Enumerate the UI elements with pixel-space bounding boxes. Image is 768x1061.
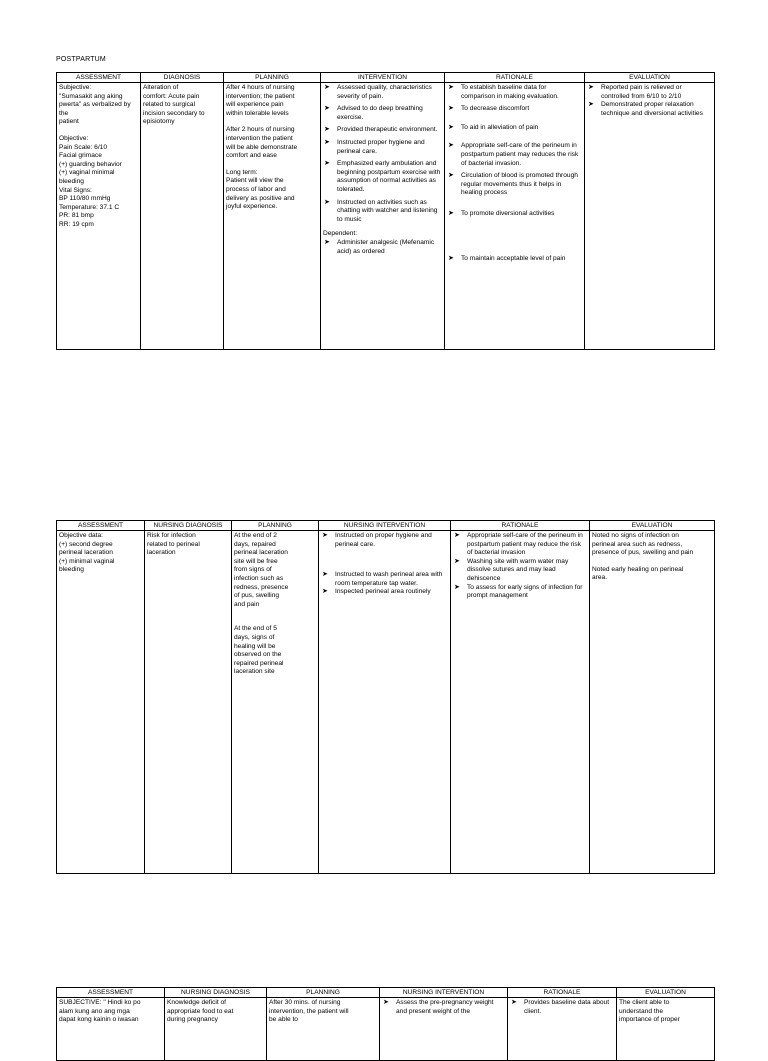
text-line: pwerta" as verbalized by the [59,101,133,117]
text-line: area. [592,574,608,582]
arrow-bullet-icon: ➤ [448,254,454,262]
list-item [323,139,442,156]
text-line: intervention, the patient will [269,1007,349,1015]
text-line: At the end of 5 [234,625,277,633]
header-planning: PLANNING [224,73,321,83]
list-item [453,584,587,601]
care-plan-table-knowledge-deficit [56,987,715,1061]
arrow-bullet-icon: ➤ [322,571,328,579]
arrow-bullet-icon: ➤ [324,84,330,91]
text-line: Alteration of [143,84,179,91]
list-item-text: Instructed on proper hygiene and perineal care. [335,532,432,548]
text-line: Temperature: 37.1 C [59,203,120,211]
intervention-list [382,999,505,1016]
intervention-list [321,532,448,597]
list-item [447,210,582,219]
text-line: After 30 mins. of nursing [269,999,341,1006]
list-item-text: To maintain acceptable level of pain [461,254,566,262]
text-line: After 4 hours of nursing [226,84,295,91]
list-item [382,999,505,1016]
arrow-bullet-icon: ➤ [324,138,330,146]
list-item [323,160,442,194]
text-line: perineal laceration [234,549,288,557]
text-line: comfort: Acute pain [143,92,200,100]
arrow-bullet-icon: ➤ [322,588,328,596]
text-line: intervention the patient [226,134,293,142]
list-item-text: To establish baseline data for comparison in making evaluation. [461,84,559,100]
list-item-text: Advised to do deep breathing exercise. [337,105,423,121]
table-row [57,998,715,1061]
care-plan-table-acute-pain [56,72,715,350]
text-line: (+) vaginal minimal bleeding [59,169,117,185]
list-item [447,255,582,264]
intervention-list [323,84,442,224]
text-line: process of labor and [226,185,286,193]
text-line: Objective data: [59,532,103,539]
planning-cell [224,83,321,350]
list-item [447,84,582,101]
header-evaluation: EVALUATION [585,73,715,83]
text-line: Noted early healing on perineal [592,565,684,573]
text-line: perineal laceration [59,549,113,557]
list-item-text: Assessed quality, characteristics severity of pain. [337,84,432,100]
text-line: Objective: [59,134,89,142]
list-item [510,999,614,1016]
text-line: laceration site [234,668,275,676]
rationale-list [447,84,582,263]
arrow-bullet-icon: ➤ [383,999,389,1006]
text-line: BP 110/80 mmHg [59,195,111,203]
rationale-cell [445,83,585,350]
list-item-text: Appropriate self-care of the perineum in postpartum patient may reduce the risk of bacterial invasion [467,532,583,557]
list-item-text: Administer analgesic (Mefenamic acid) as ordered [337,238,435,255]
arrow-bullet-icon: ➤ [588,101,594,109]
list-item [447,105,582,114]
list-item [323,126,442,135]
arrow-bullet-icon: ➤ [324,105,330,113]
arrow-bullet-icon: ➤ [448,123,454,131]
list-item-text: Instructed to wash perineal area with room temperature tap water. [335,571,443,587]
assessment-cell [57,998,165,1061]
text-line: observed on the [234,651,282,659]
list-item [453,532,587,558]
arrow-bullet-icon: ➤ [324,126,330,134]
arrow-bullet-icon: ➤ [454,557,460,565]
text-line: PR: 81 bmp [59,212,94,220]
text-line: Knowledge deficit of [167,999,227,1006]
list-item-text: Circulation of blood is promoted through regular movements thus it helps in healing process [461,172,578,197]
text-line: understand the [619,1007,663,1015]
text-line: perineal area such as redness, [592,540,683,548]
text-line: related to surgical [143,101,196,109]
header-nursing-intervention: NURSING INTERVENTION [319,521,451,531]
header-rationale: RATIONALE [508,988,617,998]
list-item-text: Instructed proper hygiene and perineal care. [337,138,425,155]
list-item-text: Appropriate self-care of the perineum in postpartum patient may reduces the risk of bacterial invasion. [461,142,579,167]
text-line: Long term: [226,168,258,176]
list-item-text: Assess the pre-pregnancy weight and present weight of the [396,999,494,1015]
text-line: Pain Scale: 6/10 [59,143,108,151]
text-line: (+) second degree [59,540,113,548]
text-line: The client able to [619,999,670,1006]
arrow-bullet-icon: ➤ [322,532,328,539]
text-line: of pus, swelling [234,592,280,600]
spacer [592,558,712,566]
evaluation-cell [590,531,715,874]
list-item [587,101,712,118]
list-item-text: Instructed on activities such as chatting with watcher and listening to music [337,198,438,223]
list-item [323,199,442,225]
arrow-bullet-icon: ➤ [448,209,454,217]
list-item-text: Emphasized early ambulation and beginning postpartum exercise with assumption of normal activities as tolerated. [337,160,441,193]
text-line: episiotomy [143,118,175,126]
list-item [587,84,712,101]
text-line: Facial grimace [59,152,102,160]
evaluation-cell [617,998,715,1061]
arrow-bullet-icon: ➤ [448,84,454,91]
header-intervention: INTERVENTION [321,73,445,83]
intervention-cell [321,83,445,350]
text-line: site will be free [234,557,278,565]
text-line: repaired perineal [234,659,284,667]
text-line: bleeding [59,566,84,574]
text-line: healing will be [234,642,276,650]
planning-cell [267,998,380,1061]
arrow-bullet-icon: ➤ [511,999,517,1006]
arrow-bullet-icon: ➤ [588,84,594,91]
text-line: (+) guarding behavior [59,160,122,168]
text-line: intervention; the patient [226,92,295,100]
list-item-text: Inspected perineal area routinely [335,588,431,596]
text-line: incision secondary to [143,109,205,117]
list-item [447,124,582,133]
table-row [57,83,715,350]
text-line: appropriate food to eat [167,1007,234,1015]
header-nursing-intervention: NURSING INTERVENTION [380,988,508,998]
text-line: RR: 19 cpm [59,220,94,228]
rationale-cell [508,998,617,1061]
arrow-bullet-icon: ➤ [324,198,330,206]
table-header-row [57,73,715,83]
list-item-text: Reported pain is relieved or controlled from 6/10 to 2/10 [601,84,682,100]
header-rationale: RATIONALE [445,73,585,83]
text-line: importance of proper [619,1016,680,1024]
text-line: comfort and ease [226,152,277,160]
text-line: patient [59,118,79,126]
planning-cell [232,531,319,874]
list-item-text: Provides baseline data about client. [524,999,610,1015]
dependent-label: Dependent: [323,230,358,238]
text-line: will experience pain [226,101,284,109]
text-line: within tolerable levels [226,109,289,117]
table-header-row [57,521,715,531]
text-line: dapat kong kainin o iwasan [59,1016,139,1024]
text-line: and pain [234,600,260,608]
dependent-intervention-list [323,239,442,256]
text-line: Vital Signs: [59,186,92,194]
header-rationale: RATIONALE [451,521,590,531]
intervention-cell [319,531,451,874]
list-item [453,558,587,584]
text-line: joyful experience. [226,203,278,211]
arrow-bullet-icon: ➤ [454,583,460,591]
list-item-text: Washing site with warm water may dissolve sutures and may lead dehiscence [467,557,569,582]
header-planning: PLANNING [232,521,319,531]
diagnosis-cell [165,998,267,1061]
text-line: infection such as [234,574,284,582]
arrow-bullet-icon: ➤ [448,142,454,150]
list-item-text: To aid in alleviation of pain [461,123,539,131]
text-line: from signs of [234,566,272,574]
rationale-list [510,999,614,1016]
list-item-text: Demonstrated proper relaxation technique and diversional activities [601,101,703,117]
text-line: days, repaired [234,540,276,548]
arrow-bullet-icon: ➤ [324,238,330,246]
header-evaluation: EVALUATION [617,988,715,998]
text-line: SUBJECTIVE: " Hindi ko po [59,999,141,1006]
list-item [321,571,448,588]
spacer [59,127,138,135]
text-line: related to perineal [147,540,200,548]
page-title: POSTPARTUM [56,56,106,63]
header-evaluation: EVALUATION [590,521,715,531]
rationale-list [453,532,587,601]
header-diagnosis: DIAGNOSIS [141,73,224,83]
arrow-bullet-icon: ➤ [454,532,460,539]
table-header-row [57,988,715,998]
diagnosis-cell [145,531,232,874]
list-item-text: Provided therapeutic environment. [337,126,438,134]
list-item-text: To decrease discomfort [461,105,530,113]
text-line: Noted no signs of infection on [592,532,679,539]
list-item [447,172,582,198]
text-line: laceration [147,549,176,557]
list-item [321,588,448,597]
text-line: At the end of 2 [234,532,277,539]
care-plan-table-risk-for-infection [56,520,715,874]
text-line: After 2 hours of nursing [226,126,295,134]
spacer [226,118,318,126]
list-item [323,239,442,256]
text-line: Subjective: [59,84,92,91]
evaluation-list [587,84,712,118]
assessment-cell [57,531,145,874]
diagnosis-cell [141,83,224,350]
list-item-text: To promote diversional activities [461,209,555,217]
header-assessment: ASSESSMENT [57,521,145,531]
text-line: Risk for infection [147,532,196,539]
table-row [57,531,715,874]
text-line: will be able demonstrate [226,143,298,151]
evaluation-cell [585,83,715,350]
header-planning: PLANNING [267,988,380,998]
arrow-bullet-icon: ➤ [448,172,454,180]
intervention-cell [380,998,508,1061]
assessment-cell [57,83,141,350]
text-line: delivery as positive and [226,194,295,202]
list-item [323,84,442,101]
text-line: alam kung ano ang mga [59,1007,130,1015]
text-line: redness, presence [234,583,289,591]
spacer [226,161,318,169]
text-line: presence of pus, swelling and pain [592,549,694,557]
arrow-bullet-icon: ➤ [448,105,454,113]
text-line: be able to [269,1016,298,1024]
spacer [234,609,316,625]
text-line: Patient will view the [226,177,284,185]
text-line: during pregnancy [167,1016,218,1024]
list-item [323,105,442,122]
list-item [321,532,448,549]
header-nursing-diagnosis: NURSING DIAGNOSIS [145,521,232,531]
list-item [447,142,582,168]
arrow-bullet-icon: ➤ [324,160,330,168]
header-assessment: ASSESSMENT [57,73,141,83]
text-line: days, signs of [234,633,275,641]
header-assessment: ASSESSMENT [57,988,165,998]
list-item-text: To assess for early signs of infection for prompt management [467,583,583,600]
rationale-cell [451,531,590,874]
text-line: (+) minimal vaginal [59,557,115,565]
text-line: "Sumasakit ang aking [59,92,123,100]
header-nursing-diagnosis: NURSING DIAGNOSIS [165,988,267,998]
